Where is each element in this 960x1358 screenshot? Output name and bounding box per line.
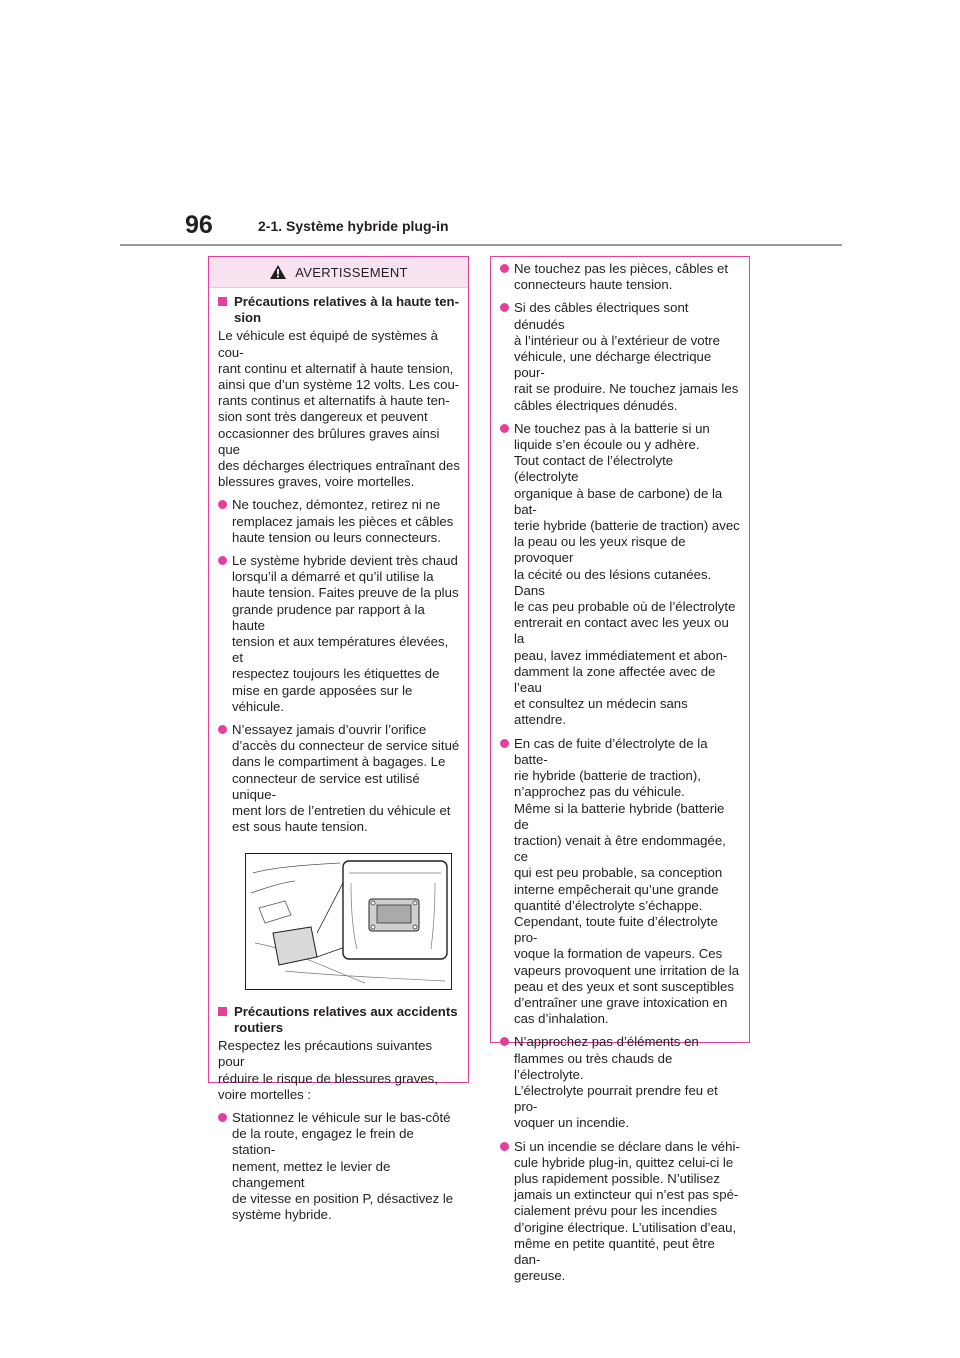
section-title: 2-1. Système hybride plug-in [258, 218, 449, 234]
header-rule [120, 244, 842, 246]
warning-content-right [491, 257, 749, 1284]
warning-triangle-icon [269, 264, 287, 280]
list-item-text: Ne touchez pas les pièces, câbles et connecteurs haute tension. [514, 261, 729, 293]
square-bullet-icon [218, 297, 227, 306]
list-item-text: Le système hybride devient très chaud lorsqu’il a démarré et qu’il utilise la haute tension. Faites preuve de la plus grande prudence par rapport à la haute tension et aux températures élevées, et respectez toujours les étiquettes de mise en garde apposées sur le véhicule. [232, 553, 459, 714]
list-item [500, 261, 741, 293]
round-bullet-icon [500, 424, 509, 433]
list-item [218, 1110, 460, 1223]
list-item-text: Si des câbles électriques sont dénudés à l’intérieur ou à l’extérieur de votre véhicule, une décharge électrique pour- rait se produire. Ne touchez jamais les câbles électriques dénudés. [514, 300, 739, 413]
list-item-text: Ne touchez pas à la batterie si un liquide s’en écoule ou y adhère. Tout contact de l’électrolyte (électrolyte organique à base de carbone) de la bat- terie hybride (batterie de traction) avec la peau ou les yeux risque de provoquer la cécité ou des lésions cutanées. Dans le cas peu probable où de l’électrolyte entrerait en contact avec les yeux ou la peau, lavez immédiatement et abon- damment la zone affectée avec de l’eau et consultez un médecin sans attendre. [514, 420, 740, 728]
service-connector-illustration [245, 853, 452, 990]
list-item-text: Si un incendie se déclare dans le véhi- cule hybride plug-in, quittez celui-ci le plus rapidement possible. N’utilisez jamais un extincteur qui n’est pas spé- cialement prévu pour les incendies d’origine électrique. L’utilisation d’eau, même en petite quantité, peut être dan- gereuse. [514, 1138, 740, 1284]
list-item [500, 421, 741, 729]
subheading-road-accidents [218, 1004, 460, 1036]
round-bullet-icon [500, 264, 509, 273]
warning-box-left [208, 256, 469, 1223]
square-bullet-icon [218, 1007, 227, 1016]
list-item-text: Stationnez le véhicule sur le bas-côté de la route, engagez le frein de station- nement, mettez le levier de changement de vitesse en position P, désactivez le système hybride. [232, 1109, 454, 1223]
list-item-text: Ne touchez, démontez, retirez ni ne remplacez jamais les pièces et câbles haute tension ou leurs connecteurs. [232, 497, 454, 545]
round-bullet-icon [218, 1113, 227, 1122]
list-item [500, 300, 741, 413]
list-item [500, 1139, 741, 1285]
intro-paragraph: Le véhicule est équipé de systèmes à cou- rant continu et alternatif à haute tension, ainsi que d’un système 12 volts. Les cou- rants continus et alternatifs à haute ten- sion sont très dangereux et peuvent occasionner des brûlures graves ainsi que des décharges électriques entraînant des blessures graves, voire mortelles. [218, 328, 460, 490]
subheading-high-voltage [218, 294, 460, 326]
list-item [218, 722, 460, 835]
warning-header [209, 257, 468, 288]
round-bullet-icon [500, 303, 509, 312]
page-number: 96 [185, 211, 213, 239]
round-bullet-icon [218, 556, 227, 565]
round-bullet-icon [218, 725, 227, 734]
subheading-text: Précautions relatives aux accidents routiers [234, 1003, 458, 1035]
round-bullet-icon [500, 1142, 509, 1151]
list-item [218, 553, 460, 715]
list-item [218, 497, 460, 546]
intro-paragraph: Respectez les précautions suivantes pour réduire le risque de blessures graves, voire mortelles : [218, 1038, 438, 1102]
list-item [500, 736, 741, 1028]
list-item-text: N’essayez jamais d’ouvrir l’orifice d’accès du connecteur de service situé dans le compartiment à bagages. Le connecteur de service est utilisé unique- ment lors de l’entretien du véhicule et est sous haute tension. [232, 722, 460, 835]
warning-title: AVERTISSEMENT [295, 264, 408, 280]
warning-box-right [490, 256, 750, 1284]
round-bullet-icon [218, 500, 227, 509]
round-bullet-icon [500, 1037, 509, 1046]
round-bullet-icon [500, 739, 509, 748]
list-item-text: N’approchez pas d’éléments en flammes ou très chauds de l’électrolyte. L’électrolyte pourrait prendre feu et pro- voquer un incendie. [514, 1034, 718, 1131]
list-item-text: En cas de fuite d’électrolyte de la batte- rie hybride (batterie de traction), n’approchez pas du véhicule. Même si la batterie hybride (batterie de traction) venait à être endommagée, ce qui est peu probable, sa conception interne empêcherait qu’une grande quantité d’électrolyte s’échappe. Cependant, toute fuite d’électrolyte pro- voque la formation de vapeurs. Ces vapeurs provoquent une irritation de la peau et des yeux et sont susceptibles d’entraîner une grave intoxication en cas d’inhalation. [514, 735, 740, 1027]
subheading-text: Précautions relatives à la haute ten- sion [234, 294, 460, 326]
warning-content-left [209, 288, 468, 1223]
list-item [500, 1034, 741, 1131]
